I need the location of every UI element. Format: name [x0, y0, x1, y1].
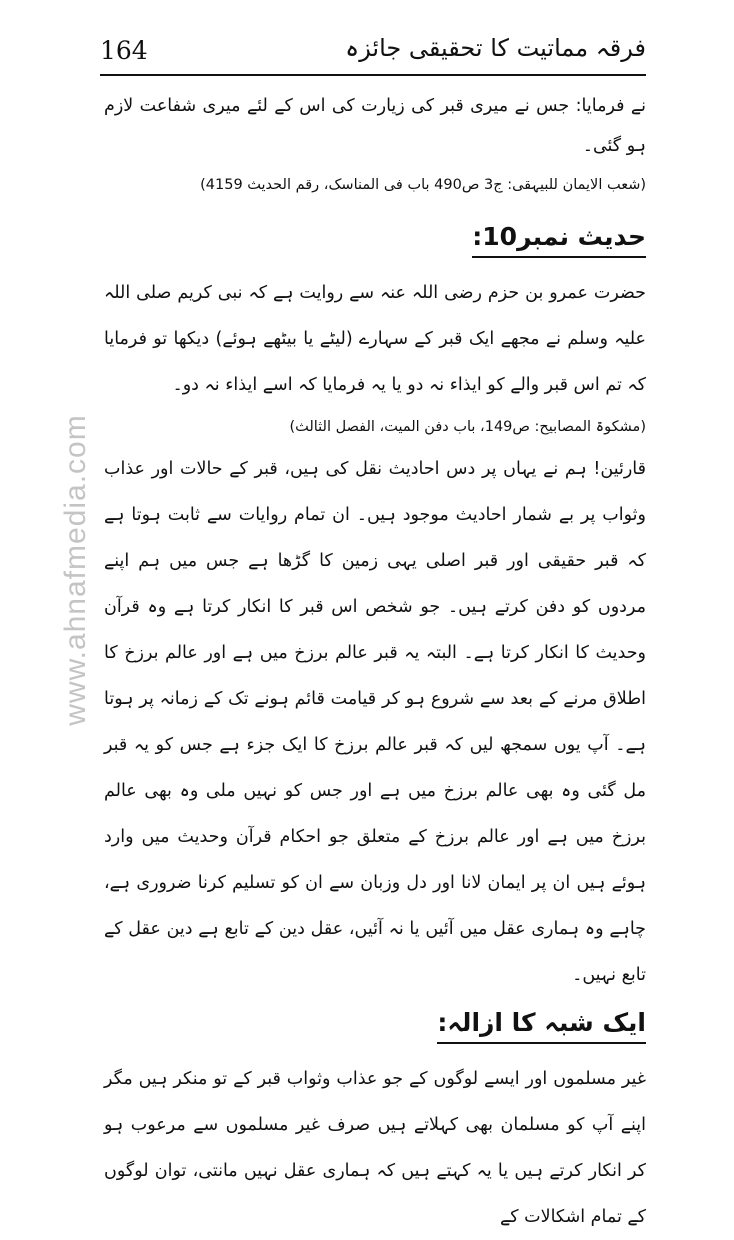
- watermark-text: www.ahnafmedia.com: [59, 414, 92, 726]
- hadith-text: حضرت عمرو بن حزم رضی اللہ عنہ سے روایت ہے کہ نبی کریم صلی اللہ علیہ وسلم نے مجھے ایک قبر کے سہارے (لیٹے یا بیٹھے ہوئے) دیکھا تو فرمایا کہ تم اس قبر والے کو ایذاء نہ دو یا یہ فرمایا کہ اسے ایذاء نہ دو۔: [104, 283, 646, 395]
- intro-line: نے فرمایا: جس نے میری قبر کی زیارت کی اس کے لئے میری شفاعت لازم ہو گئی۔: [104, 96, 646, 156]
- doubt-paragraph: غیر مسلموں اور ایسے لوگوں کے جو عذاب وثواب قبر کے تو منکر ہیں مگر اپنے آپ کو مسلمان بھی کہلاتے ہیں صرف غیر مسلموں سے مرعوب ہو کر انکار کرتے ہیں یا یہ کہتے ہیں کہ ہماری عقل نہیں مانتی، توان لوگوں کے تمام اشکالات کے: [104, 1069, 646, 1227]
- hadith-heading: حدیث نمبر10:: [472, 220, 646, 258]
- watermark: [46, 400, 106, 740]
- page-body: [104, 86, 646, 1240]
- page-header: [100, 34, 646, 76]
- intro-reference: (شعب الایمان للبیہقی: ج3 ص490 باب فی المناسک، رقم الحدیث 4159): [200, 177, 646, 193]
- hadith-reference: (مشکوۃ المصابیح: ص149، باب دفن المیت، الفصل الثالث): [289, 419, 646, 435]
- discussion-paragraph: قارئین! ہم نے یہاں پر دس احادیث نقل کی ہیں، قبر کے حالات اور عذاب وثواب پر بے شمار احادیث موجود ہیں۔ ان تمام روایات سے ثابت ہوتا ہے کہ قبر حقیقی اور قبر اصلی یہی زمین کا گڑھا ہے جس میں ہم اپنے مردوں کو دفن کرتے ہیں۔ جو شخص اس قبر کا انکار کرتا ہے وہ قرآن وحدیث کا انکار کرتا ہے۔ البتہ یہ قبر عالم برزخ میں ہے اور عالم برزخ کا اطلاق مرنے کے بعد سے شروع ہو کر قیامت قائم ہونے تک کے زمانہ پر ہوتا ہے۔ آپ یوں سمجھ لیں کہ قبر عالم برزخ کا ایک جزء ہے جس کو یہ قبر مل گئی وہ بھی عالم برزخ میں ہے اور جس کو نہیں ملی وہ بھی عالم برزخ میں ہے اور عالم برزخ کے متعلق جو احکام قرآن وحدیث میں وارد ہوئے ہیں ان پر ایمان لانا اور دل وزبان سے ان کو تسلیم کرنا ضروری ہے، چاہے وہ ہماری عقل میں آئیں یا نہ آئیں، عقل دین کے تابع ہے دین عقل کے تابع نہیں۔: [104, 459, 646, 985]
- doubt-heading: ایک شبہ کا ازالہ:: [437, 1006, 646, 1044]
- running-title: فرقہ مماتیت کا تحقیقی جائزہ: [345, 34, 646, 62]
- page-number: 164: [100, 36, 148, 65]
